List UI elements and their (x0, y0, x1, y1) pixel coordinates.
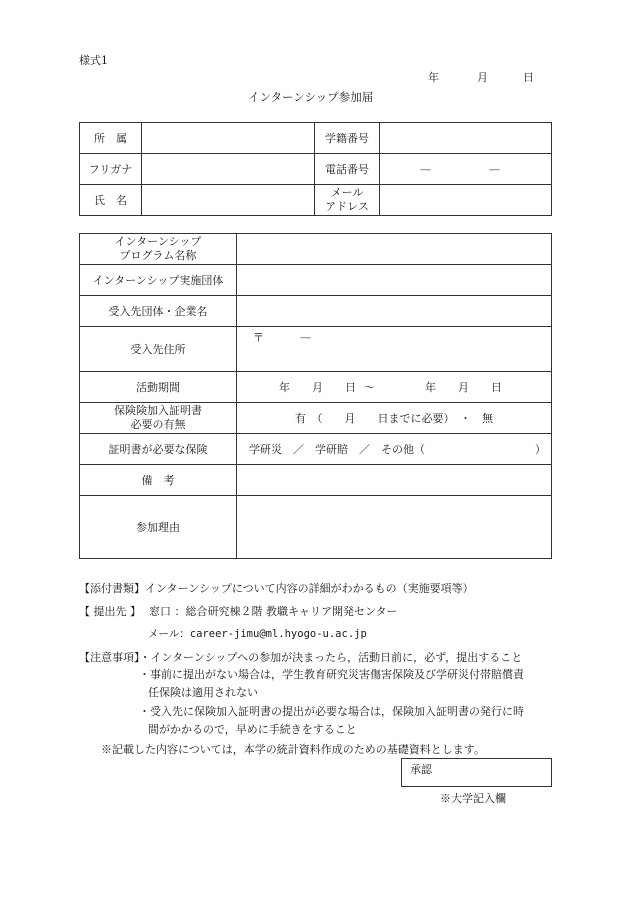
date-month: 月 (477, 71, 488, 84)
statistics-note: ※記載した内容については，本学の統計資料作成のための基礎資料とします。 (101, 743, 485, 756)
student-id-field[interactable] (380, 123, 552, 154)
host-field[interactable] (237, 296, 552, 327)
caution-note: 【注意事項】・インターンシップへの参加が決まったら，活動日前に，必ず，提出すること (79, 651, 523, 664)
insurance-type-label: 証明書が必要な保険 (80, 434, 237, 465)
attachments-note: 【添付書類】インターンシップについて内容の詳細がわかるもの（実施要項等） (79, 582, 474, 595)
insurance-cert-field[interactable]: 有 （ 月 日までに必要） ・ 無 (237, 403, 552, 434)
postal-mark: 〒 (253, 331, 264, 344)
name-label: 氏 名 (80, 185, 142, 216)
phone-dash: — (489, 162, 500, 176)
reason-field[interactable] (237, 496, 552, 559)
reason-label: 参加理由 (80, 496, 237, 559)
email-label: メール アドレス (315, 185, 380, 216)
organizer-field[interactable] (237, 265, 552, 296)
furigana-label: フリガナ (80, 154, 142, 185)
caution-item: ・事前に提出がない場合は，学生教育研究災害傷害保険及び学研災付帯賠償責 (139, 668, 524, 681)
insurance-cert-label: 保険険加入証明書 必要の有無 (80, 403, 237, 434)
email-field[interactable] (380, 185, 552, 216)
furigana-field[interactable] (142, 154, 315, 185)
affiliation-field[interactable] (142, 123, 315, 154)
caution-item-cont: 間がかかるので，早めに手続きをすること (148, 723, 357, 736)
student-id-label: 学籍番号 (315, 123, 380, 154)
student-info-table (79, 122, 552, 216)
postal-dash: — (300, 331, 311, 344)
host-label: 受入先団体・企業名 (80, 296, 237, 327)
phone-field[interactable] (380, 154, 552, 185)
page-title: インターンシップ参加届 (248, 90, 374, 104)
caution-item: ・受入先に保険加入証明書の提出が必要な場合は，保険加入証明書の発行に時 (139, 705, 524, 718)
approval-label: 承認 (410, 763, 432, 776)
organizer-label: インターンシップ実施団体 (80, 265, 237, 296)
name-field[interactable] (142, 185, 315, 216)
insurance-type-field[interactable]: 学研災 ／ 学研賠 ／ その他（ ） (237, 434, 552, 465)
phone-dash: — (420, 162, 431, 176)
remarks-label: 備 考 (80, 465, 237, 496)
form-number: 様式1 (79, 54, 108, 67)
email-contact: メール：career-jimu@ml.hyogo-u.ac.jp (148, 628, 367, 640)
remarks-field[interactable] (237, 465, 552, 496)
submit-note: 【 提出先 】 窓口 ：総合研究棟２階 教職キャリア開発センター (79, 605, 398, 618)
date-day: 日 (523, 71, 534, 84)
approval-caption: ※大学記入欄 (440, 792, 506, 805)
address-label: 受入先住所 (80, 327, 237, 372)
program-name-label: インターンシップ プログラム名称 (80, 234, 237, 265)
period-label: 活動期間 (80, 372, 237, 403)
address-field[interactable] (237, 327, 552, 372)
program-name-field[interactable] (237, 234, 552, 265)
approval-box[interactable] (401, 758, 552, 787)
phone-label: 電話番号 (315, 154, 380, 185)
affiliation-label: 所 属 (80, 123, 142, 154)
caution-item-cont: 任保険は適用されない (148, 686, 258, 699)
period-field[interactable]: 年 月 日 ～ 年 月 日 (237, 372, 552, 403)
program-info-table (79, 233, 552, 559)
date-year: 年 (428, 71, 439, 84)
